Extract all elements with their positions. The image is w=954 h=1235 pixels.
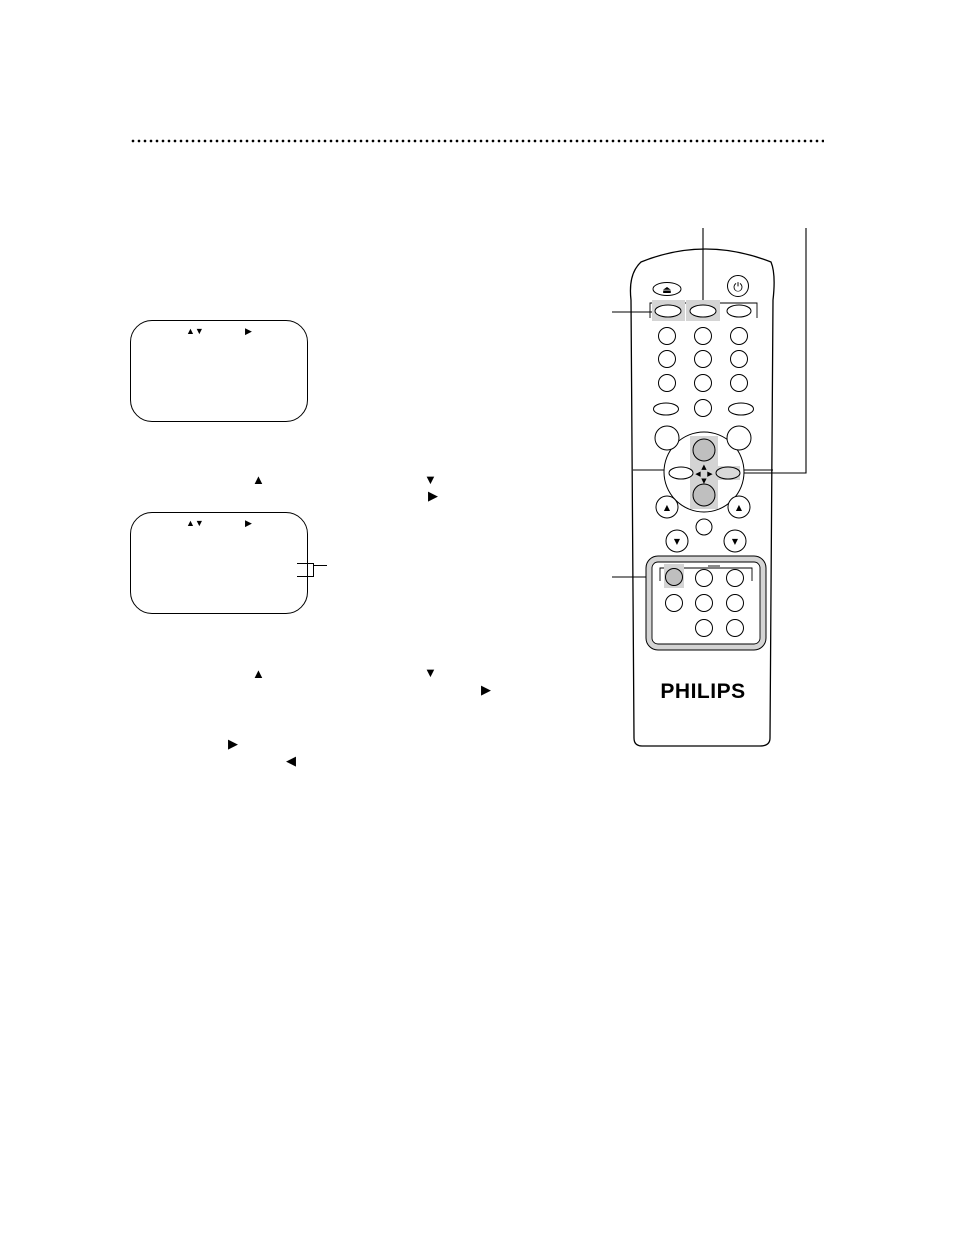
osd-right-arrow-icon: ▶ — [245, 326, 252, 336]
up-arrow-icon: ▲ — [663, 503, 671, 512]
lower-panel-button[interactable] — [666, 595, 683, 612]
center-small-button[interactable] — [696, 519, 712, 535]
keypad-button[interactable] — [659, 351, 676, 368]
nav-right-arrow-icon: ▶ — [707, 470, 713, 478]
keypad-button[interactable] — [695, 375, 712, 392]
instruction-up-arrow-icon: ▲ — [252, 472, 265, 487]
nav-up-button[interactable] — [693, 439, 715, 461]
keypad-left-oval-button[interactable] — [654, 403, 679, 415]
osd-right-arrow-icon: ▶ — [245, 518, 252, 528]
top-right-oval-button[interactable] — [727, 305, 751, 317]
keypad-button-zero[interactable] — [695, 400, 712, 417]
nav-right-button[interactable] — [716, 467, 740, 479]
instruction-right-arrow-icon: ▶ — [428, 488, 438, 503]
keypad-button[interactable] — [659, 375, 676, 392]
keypad-button[interactable] — [659, 328, 676, 345]
nav-down-arrow-icon: ▼ — [701, 477, 707, 485]
osd-up-down-arrows-icon: ▲▼ — [186, 518, 204, 528]
osd-up-down-arrows-icon: ▲▼ — [186, 326, 204, 336]
lower-panel-button[interactable] — [727, 620, 744, 637]
instruction-down-arrow-icon: ▼ — [424, 472, 437, 487]
nav-down-button[interactable] — [693, 484, 715, 506]
down-arrow-icon: ▼ — [673, 537, 681, 546]
instruction-right-arrow-icon: ▶ — [228, 736, 238, 751]
down-arrow-icon: ▼ — [731, 537, 739, 546]
nav-top-left-button[interactable] — [655, 426, 679, 450]
keypad-button[interactable] — [695, 351, 712, 368]
lower-panel-button[interactable] — [696, 570, 713, 587]
nav-left-arrow-icon: ◀ — [695, 470, 701, 478]
philips-logo: PHILIPS — [660, 680, 746, 703]
keypad-button[interactable] — [731, 375, 748, 392]
keypad-button[interactable] — [731, 328, 748, 345]
lower-panel-button[interactable] — [727, 570, 744, 587]
instruction-up-arrow-icon: ▲ — [252, 666, 265, 681]
keypad-button[interactable] — [695, 328, 712, 345]
instruction-down-arrow-icon: ▼ — [424, 665, 437, 680]
lower-panel-highlighted-button[interactable] — [666, 569, 683, 586]
up-arrow-icon: ▲ — [735, 503, 743, 512]
top-center-oval-button[interactable] — [690, 305, 716, 317]
instruction-right-arrow-icon: ▶ — [481, 682, 491, 697]
nav-up-arrow-icon: ▲ — [701, 463, 707, 471]
nav-left-button[interactable] — [669, 467, 693, 479]
lower-panel-button[interactable] — [727, 595, 744, 612]
nav-top-right-button[interactable] — [727, 426, 751, 450]
keypad-right-oval-button[interactable] — [729, 403, 754, 415]
instruction-left-arrow-icon: ◀ — [286, 753, 296, 768]
keypad-button[interactable] — [731, 351, 748, 368]
eject-icon: ⏏ — [662, 285, 672, 296]
lower-panel-button[interactable] — [696, 595, 713, 612]
top-left-oval-button[interactable] — [655, 305, 681, 317]
power-icon: ⏻ — [733, 280, 743, 294]
lower-panel-button[interactable] — [696, 620, 713, 637]
